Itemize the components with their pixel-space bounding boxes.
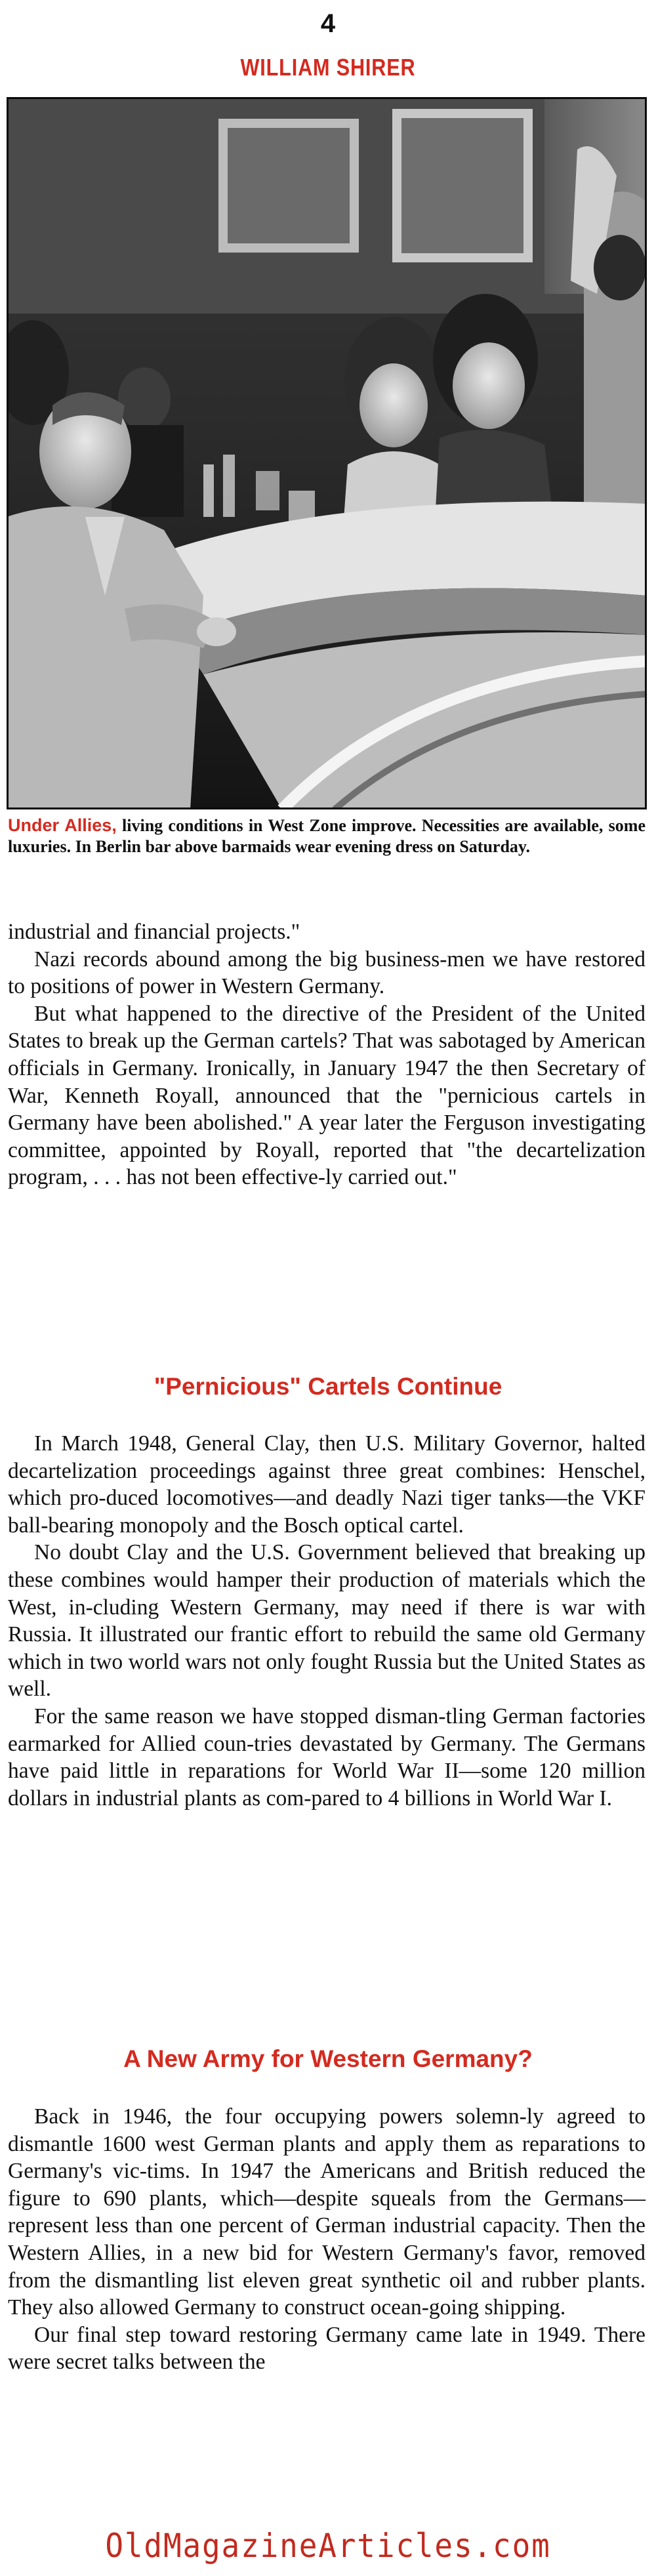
paragraph: In March 1948, General Clay, then U.S. Military Governor, halted decartelization proceedings against three great combines: Henschel, which pro-duced locomotives—and deadly Nazi tiger tanks—the VKF ball-bearing monopoly and the Bosch optical cartel. (8, 1431, 646, 1538)
paragraph: No doubt Clay and the U.S. Government believed that breaking up these combines would hamper their production of materials which the West, in-cluding Western Germany, may need if there is war with Russia. It illustrated our frantic effort to rebuild the same old Germany which in two world wars not only fought Russia but the United States as well. (8, 1540, 646, 1702)
page-number: 4 (320, 9, 336, 38)
site-footer: OldMagazineArticles.com (105, 2527, 551, 2565)
paragraph: Our final step toward restoring Germany came late in 1949. There were secret talks between the (8, 2322, 646, 2375)
subhead-pernicious-cartels: "Pernicious" Cartels Continue (154, 1373, 502, 1400)
article-block-1 (8, 918, 646, 1191)
article-block-3 (8, 2103, 646, 2376)
caption-lead: Under Allies, (8, 815, 117, 835)
paragraph: Nazi records abound among the big business-men we have restored to positions of power in Western Germany. (8, 947, 646, 999)
caption-text: living conditions in West Zone improve. Necessities are available, some luxuries. In Berlin bar above barmaids wear evening dress on Saturday. (8, 816, 646, 856)
photo-berlin-bar (7, 97, 647, 809)
paragraph: But what happened to the directive of the President of the United States to break up the German cartels? That was sabotaged by American officials in Germany. Ironically, in January 1947 the then Secretary of War, Kenneth Royall, announced that the "pernicious cartels in Germany have been abolished." A year later the Ferguson investigating committee, appointed by Royall, reported that "the decartelization program, . . . has not been effective-ly carried out." (8, 1001, 646, 1190)
paragraph: Back in 1946, the four occupying powers solemn-ly agreed to dismantle 1600 west German plants and apply them as reparations to Germany's vic-tims. In 1947 the Americans and British reduced the figure to 690 plants, which—despite squeals from the Germans—represent less than one percent of German industrial capacity. Then the Western Allies, in a new bid for Western Germany's favor, removed from the dismantling list eleven great synthetic oil and rubber plants. They also allowed Germany to construct ocean-going shipping. (8, 2104, 646, 2320)
running-head: WILLIAM SHIRER (240, 54, 416, 81)
paragraph: For the same reason we have stopped disman-tling German factories earmarked for Allied coun-tries devastated by Germany. The Germans have paid little in reparations for World War II—some 120 million dollars in industrial plants as com-pared to 4 billions in World War I. (8, 1704, 646, 1810)
subhead-new-army: A New Army for Western Germany? (123, 2045, 533, 2072)
paragraph: industrial and financial projects." (8, 920, 300, 944)
article-block-2 (8, 1430, 646, 1812)
photo-caption (8, 815, 646, 857)
